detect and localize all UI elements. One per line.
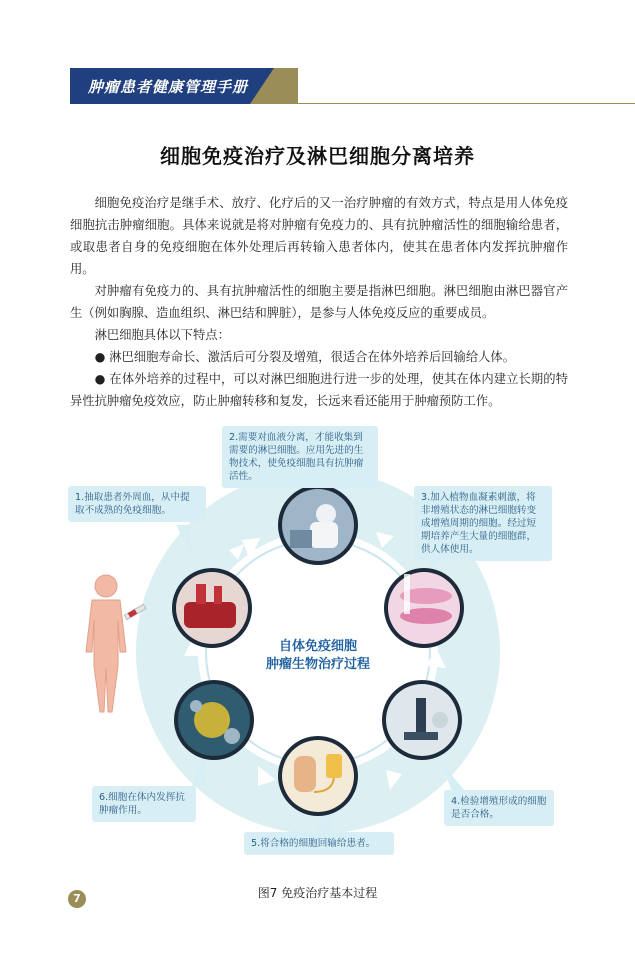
- center-line-2: 肿瘤生物治疗过程: [265, 657, 370, 672]
- step-image-3: [384, 568, 464, 648]
- center-title: [238, 638, 398, 674]
- human-figure-icon: [86, 575, 126, 712]
- immunotherapy-diagram: [64, 420, 570, 880]
- step-image-2: [278, 485, 358, 565]
- step-6-callout: 6.细胞在体内发挥抗肿瘤作用。: [92, 786, 196, 822]
- header-title: 肿瘤患者健康管理手册: [88, 78, 249, 96]
- bullet-2: ● 在体外培养的过程中，可以对淋巴细胞进行进一步的处理，使其在体内建立长期的特异性抗肿瘤免疫效应，防止肿瘤转移和复发，长远来看还能用于肿瘤预防工作。: [70, 372, 568, 408]
- body-text: [70, 192, 568, 412]
- step-3-callout: 3.加入植物血凝素刺激，将非增殖状态的淋巴细胞转变成增殖周期的细胞。经过短期培养产生大量的细胞群，供人体使用。: [414, 486, 552, 561]
- paragraph-2: 对肿瘤有免疫力的、具有抗肿瘤活性的细胞主要是指淋巴细胞。淋巴细胞由淋巴器官产生（例如胸腺、造血组织、淋巴结和脾脏），是参与人体免疫反应的重要成员。: [70, 284, 568, 320]
- page-title: 细胞免疫治疗及淋巴细胞分离培养: [160, 144, 475, 168]
- step-4-callout: 4.检验增殖形成的细胞是否合格。: [444, 790, 554, 826]
- step-image-1: [172, 568, 252, 648]
- page-number: 7: [68, 890, 86, 908]
- step-image-5: [278, 736, 358, 816]
- step-image-4: [382, 680, 462, 760]
- header-band: [70, 68, 298, 104]
- paragraph-1: 细胞免疫治疗是继手术、放疗、化疗后的又一治疗肿瘤的有效方式，特点是用人体免疫细胞抗击肿瘤细胞。具体来说就是将对肿瘤有免疫力的、具有抗肿瘤活性的细胞输给患者，或取患者自身的免疫细胞在体外处理后再转输入患者体内，使其在患者体内发挥抗肿瘤作用。: [70, 196, 568, 276]
- figure-caption: 图7 免疫治疗基本过程: [257, 886, 378, 900]
- step-2-callout: 2.需要对血液分离，才能收集到需要的淋巴细胞。应用先进的生物技术，使免疫细胞具有抗肿瘤活性。: [222, 426, 378, 488]
- step-5-callout: 5.将合格的细胞回输给患者。: [244, 832, 394, 855]
- header-rule: [296, 103, 635, 104]
- paragraph-3: 淋巴细胞具体以下特点：: [94, 328, 230, 342]
- step-1-callout: 1.抽取患者外周血，从中提取不成熟的免疫细胞。: [68, 486, 206, 522]
- bullet-1: ● 淋巴细胞寿命长、激活后可分裂及增殖，很适合在体外培养后回输给人体。: [94, 350, 516, 364]
- center-line-1: 自体免疫细胞: [278, 639, 357, 654]
- step-image-6: [174, 680, 254, 760]
